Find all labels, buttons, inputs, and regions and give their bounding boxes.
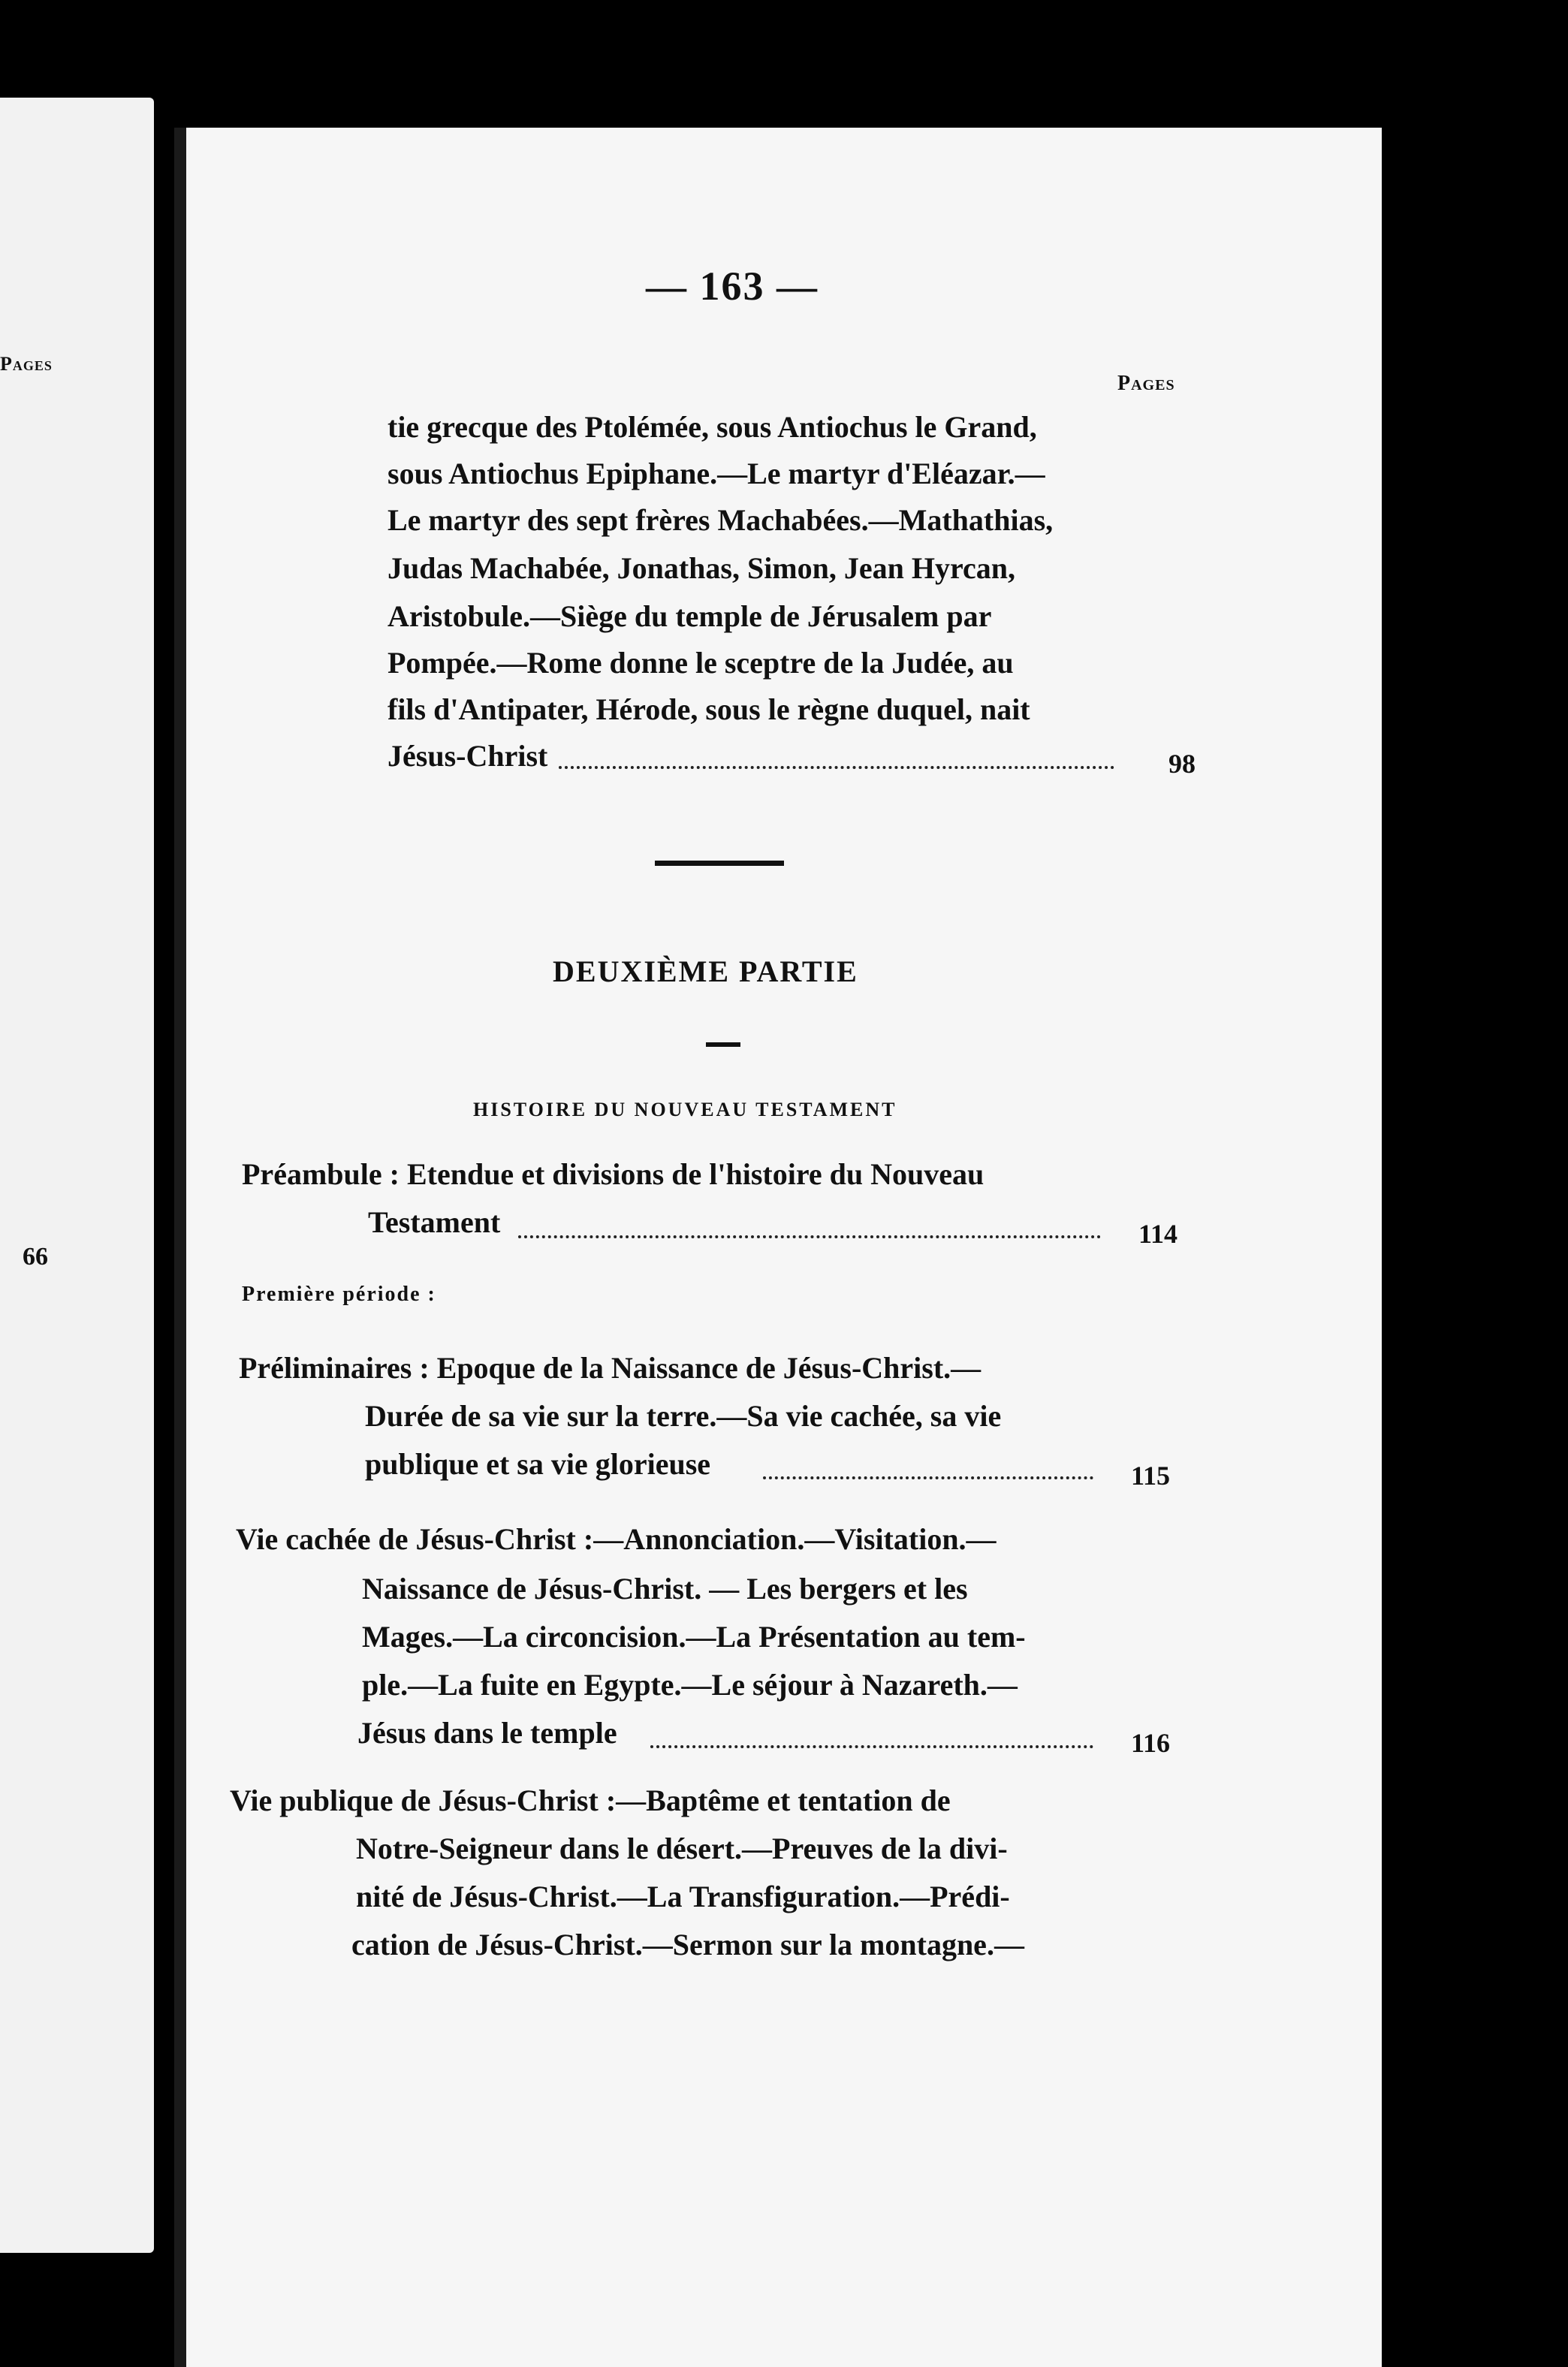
toc-line: Pompée.—Rome donne le sceptre de la Judée, au: [387, 646, 1014, 680]
leader-dots: [559, 766, 1114, 769]
page-reference: 98: [1168, 749, 1196, 779]
previous-page-pages-label: Pages: [0, 353, 53, 375]
part-title: DEUXIÈME PARTIE: [553, 954, 858, 988]
toc-line: Vie cachée de Jésus-Christ :—Annonciation.—Visitation.—: [236, 1522, 997, 1556]
pages-column-label: Pages: [1117, 372, 1175, 395]
toc-line: nité de Jésus-Christ.—La Transfiguration.—Prédi-: [356, 1880, 1010, 1913]
toc-line: sous Antiochus Epiphane.—Le martyr d'Eléazar.—: [387, 457, 1045, 490]
toc-line: publique et sa vie glorieuse: [365, 1447, 711, 1481]
previous-page-page-ref: 66: [23, 1243, 48, 1271]
toc-line: Testament: [368, 1205, 501, 1239]
toc-line: ple.—La fuite en Egypte.—Le séjour à Nazareth.—: [362, 1668, 1018, 1702]
page-gutter-shadow: [174, 128, 186, 2367]
toc-line: Naissance de Jésus-Christ. — Les bergers et les: [362, 1572, 968, 1606]
toc-line: fils d'Antipater, Hérode, sous le règne duquel, nait: [387, 692, 1030, 726]
toc-line: Notre-Seigneur dans le désert.—Preuves de la divi-: [356, 1832, 1008, 1865]
page-reference: 116: [1131, 1728, 1171, 1758]
previous-page-edge: [0, 98, 154, 2253]
toc-line: Jésus-Christ: [387, 739, 548, 773]
toc-line: Préliminaires : Epoque de la Naissance de Jésus-Christ.—: [239, 1351, 982, 1385]
page-reference: 114: [1138, 1219, 1178, 1249]
section-title: HISTOIRE DU NOUVEAU TESTAMENT: [473, 1099, 897, 1120]
page-number: — 163 —: [646, 264, 819, 309]
period-heading: Première période :: [242, 1283, 436, 1306]
leader-dots: [518, 1235, 1101, 1238]
toc-line: Mages.—La circoncision.—La Présentation au tem-: [362, 1620, 1026, 1654]
toc-line: tie grecque des Ptolémée, sous Antiochus le Grand,: [387, 410, 1037, 444]
toc-line: Aristobule.—Siège du temple de Jérusalem par: [387, 599, 992, 633]
leader-dots: [650, 1745, 1093, 1748]
toc-line: Judas Machabée, Jonathas, Simon, Jean Hyrcan,: [387, 551, 1016, 585]
title-rule: [706, 1042, 740, 1047]
leader-dots: [763, 1476, 1093, 1479]
toc-line: cation de Jésus-Christ.—Sermon sur la montagne.—: [351, 1928, 1024, 1961]
toc-line: Préambule : Etendue et divisions de l'histoire du Nouveau: [242, 1157, 985, 1191]
page-reference: 115: [1131, 1461, 1171, 1491]
toc-line: Le martyr des sept frères Machabées.—Mathathias,: [387, 503, 1054, 537]
toc-line: Jésus dans le temple: [357, 1716, 617, 1750]
toc-line: Vie publique de Jésus-Christ :—Baptême et tentation de: [230, 1784, 951, 1817]
section-rule: [655, 861, 784, 866]
toc-line: Durée de sa vie sur la terre.—Sa vie cachée, sa vie: [365, 1399, 1002, 1433]
